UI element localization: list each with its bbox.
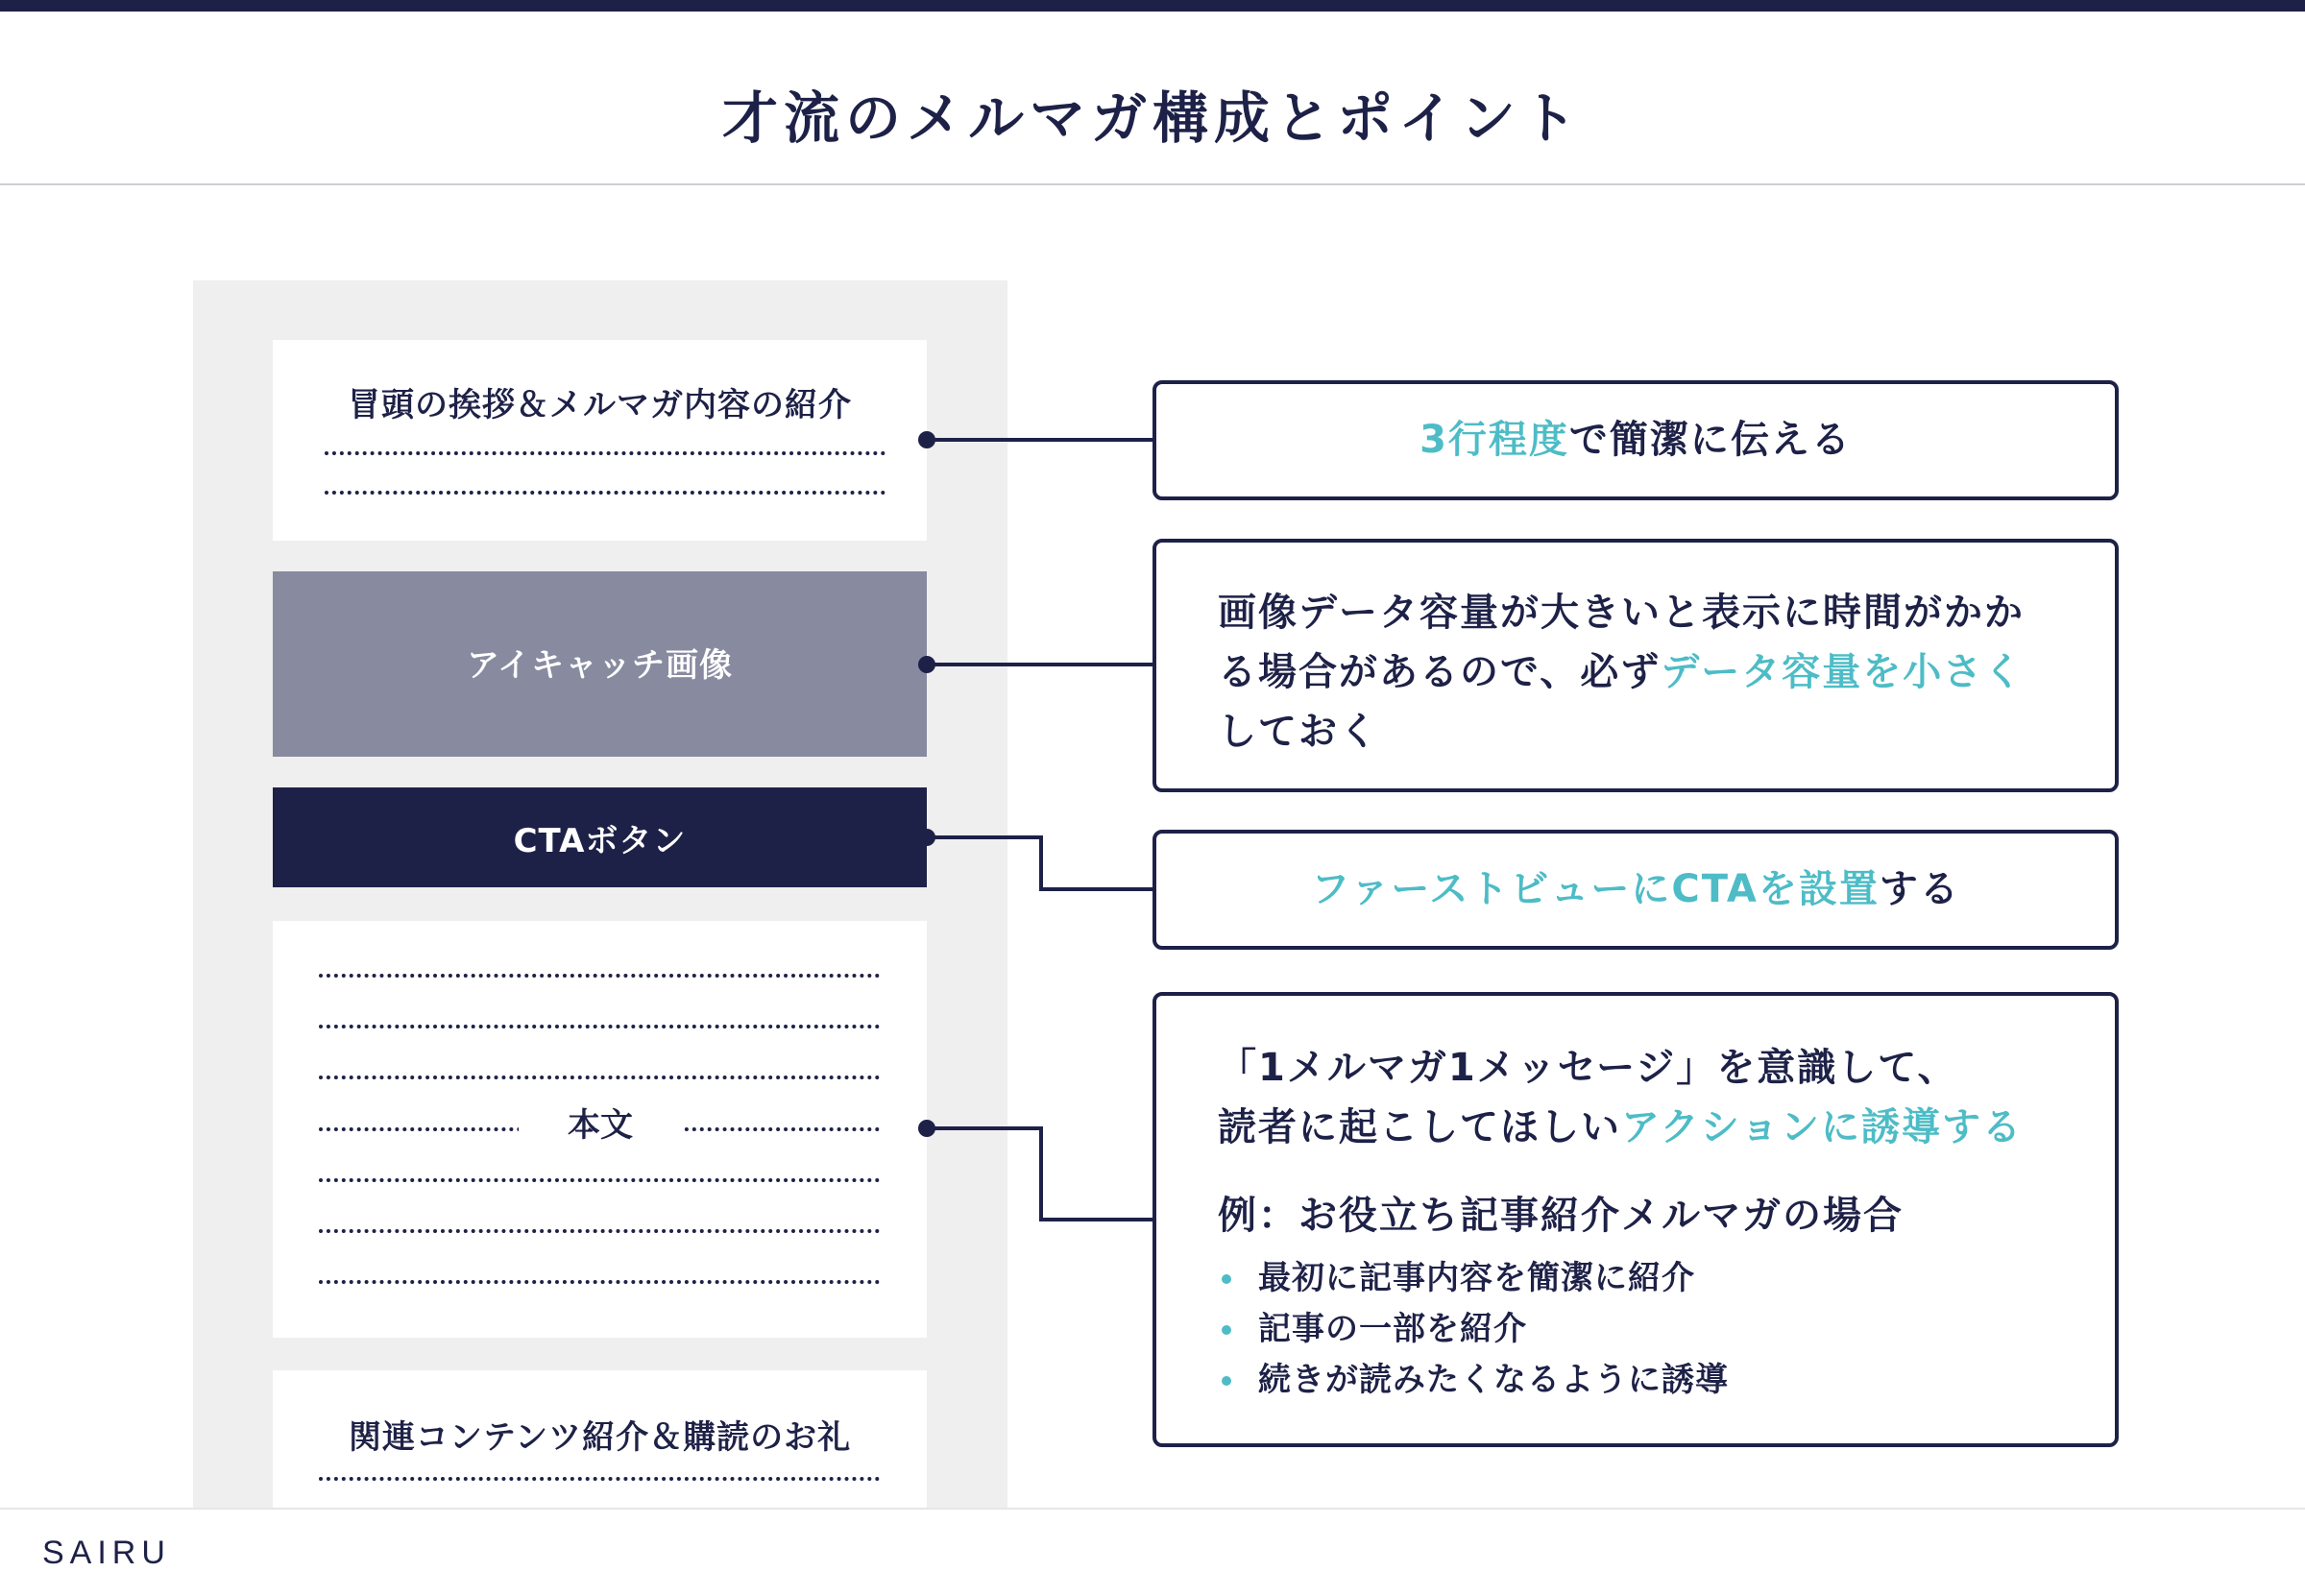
tip-body-bullet-list <box>1218 1253 2115 1406</box>
bullet-item <box>1218 1355 2115 1406</box>
closing-block-label: 関連コンテンツ紹介＆購読のお礼 <box>348 1418 852 1457</box>
bullet-item-text: 最初に記事内容を簡潔に紹介 <box>1258 1259 1695 1297</box>
tip-eyecatch-line1: 画像データ容量が大きいと表示に時間がかか <box>1218 591 2025 635</box>
connector-dot <box>918 431 935 448</box>
tip-body-example-heading: 例：お役立ち記事紹介メルマガの場合 <box>1218 1194 1904 1238</box>
bullet-item-text: 記事の一部を紹介 <box>1258 1310 1527 1348</box>
tip-box-body <box>1152 992 2119 1447</box>
tip-box-eyecatch <box>1152 539 2119 792</box>
tip-body-line2-text: 読者に起こしてほしい <box>1218 1105 1621 1149</box>
tip-body-highlight: アクションに誘導する <box>1621 1105 2023 1149</box>
tip-body-line1: 「1メルマガ1メッセージ」を意識して、 <box>1218 1046 1958 1090</box>
tip-eyecatch-line3: しておく <box>1218 710 1379 754</box>
connector-dot <box>918 656 935 673</box>
tip-greeting-highlight: 3行程度 <box>1419 418 1569 462</box>
tip-cta-text: する <box>1879 867 1960 911</box>
tip-greeting-text: で簡潔に伝える <box>1568 418 1852 462</box>
greeting-block-label: 冒頭の挨拶＆メルマガ内容の紹介 <box>348 386 852 424</box>
eyecatch-block-label: アイキャッチ画像 <box>467 646 733 685</box>
connector-dot <box>918 829 935 846</box>
cta-block-label: CTAボタン <box>513 822 687 860</box>
footer-divider <box>0 1508 2305 1510</box>
connector-cta <box>927 837 1154 889</box>
tip-cta-highlight: ファーストビューにCTAを設置 <box>1311 867 1880 911</box>
body-block-label: 本文 <box>519 1104 682 1147</box>
tip-box-cta <box>1152 830 2119 950</box>
connector-body <box>927 1128 1154 1220</box>
bullet-item-text: 続きが読みたくなるように誘導 <box>1258 1361 1729 1399</box>
bullet-dot-icon <box>1222 1325 1231 1335</box>
tip-eyecatch-line2-text: る場合があるので、必ず <box>1218 650 1662 694</box>
bullet-item <box>1218 1304 2115 1355</box>
tip-body-line2 <box>1218 1098 2115 1157</box>
tip-eyecatch-line2 <box>1218 642 2115 702</box>
bullet-item <box>1218 1253 2115 1304</box>
tip-eyecatch-highlight: データ容量を小さく <box>1661 650 2025 694</box>
bullet-dot-icon <box>1222 1274 1231 1284</box>
bullet-dot-icon <box>1222 1376 1231 1386</box>
connector-dot <box>918 1120 935 1137</box>
page-title: 才流のメルマガ構成とポイント <box>721 85 1583 151</box>
brand-logo: SAIRU <box>42 1535 171 1571</box>
tip-box-greeting <box>1152 380 2119 500</box>
